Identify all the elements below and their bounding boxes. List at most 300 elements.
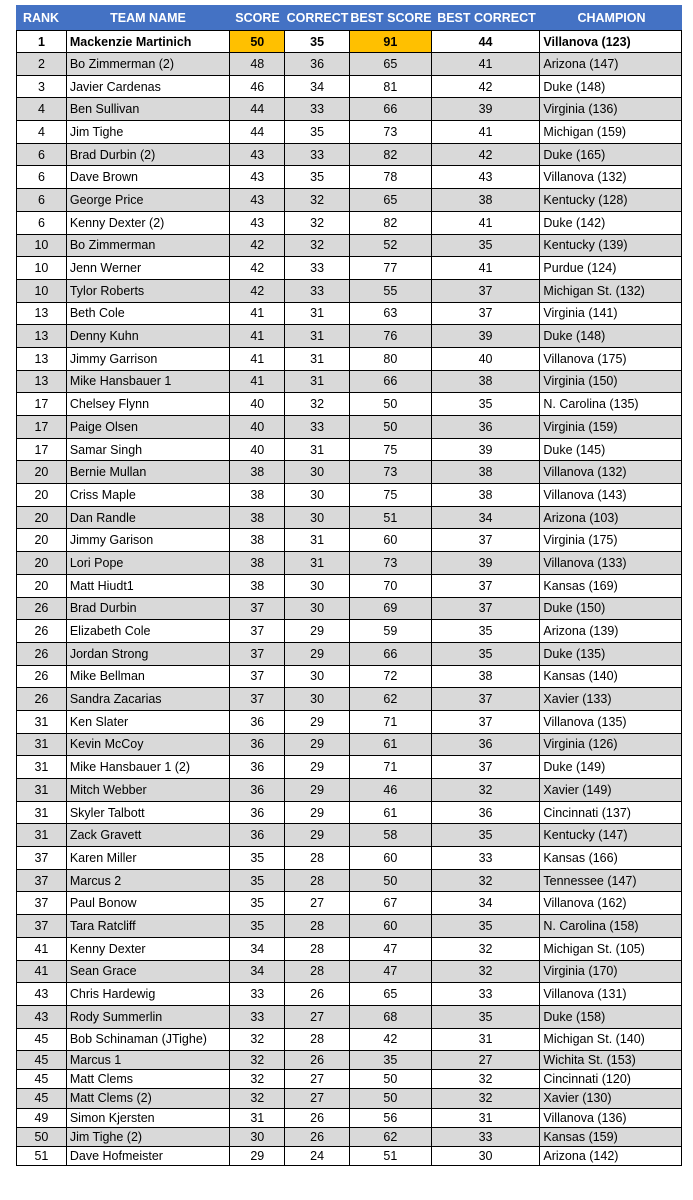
rank-cell: 41 (17, 961, 67, 983)
table-row (17, 1006, 681, 1029)
team-name-cell: Kenny Dexter (2) (67, 212, 231, 234)
best-score-cell: 73 (350, 121, 432, 143)
best-score-cell: 69 (350, 598, 432, 620)
champion-cell: Arizona (147) (543, 56, 619, 71)
best-correct-cell: 35 (432, 824, 541, 846)
best-correct-cell: 31 (432, 1109, 541, 1127)
table-row (17, 983, 681, 1006)
table-row (17, 325, 681, 348)
champion-cell: Cincinnati (120) (543, 1072, 631, 1087)
best-score-cell: 73 (350, 552, 432, 574)
champion-cell: Tennessee (147) (543, 873, 637, 888)
header-team-name: TEAM NAME (110, 10, 186, 25)
rank-cell: 31 (17, 779, 67, 801)
table-row (17, 824, 681, 847)
score-cell: 35 (230, 870, 285, 892)
score-cell: 46 (230, 76, 285, 98)
team-name-cell: George Price (67, 189, 231, 211)
table-row (17, 439, 681, 462)
correct-cell: 33 (285, 144, 350, 166)
table-body (16, 30, 682, 1166)
champion-cell: Villanova (162) (543, 896, 627, 911)
champion-cell: Villanova (123) (543, 34, 631, 49)
score-cell: 32 (230, 1051, 285, 1069)
correct-cell: 29 (285, 802, 350, 824)
correct-cell: 29 (285, 756, 350, 778)
rank-cell: 37 (17, 892, 67, 914)
correct-cell: 33 (285, 98, 350, 120)
team-name-cell: Dave Brown (67, 166, 231, 188)
correct-cell: 33 (285, 416, 350, 438)
champion-cell: Duke (149) (543, 760, 606, 775)
correct-cell: 30 (285, 598, 350, 620)
team-name-cell: Jim Tighe (67, 121, 231, 143)
team-name-cell: Paige Olsen (67, 416, 231, 438)
best-score-cell: 61 (350, 734, 432, 756)
rank-cell: 6 (17, 144, 67, 166)
team-name-cell: Dave Hofmeister (67, 1147, 231, 1165)
best-correct-cell: 34 (432, 507, 541, 529)
team-name-cell: Chelsey Flynn (67, 393, 231, 415)
best-score-cell: 65 (350, 983, 432, 1005)
best-correct-cell: 33 (432, 847, 541, 869)
score-cell: 36 (230, 711, 285, 733)
champion-cell: Duke (135) (543, 646, 606, 661)
team-name-cell: Zack Gravett (67, 824, 231, 846)
best-correct-cell: 38 (432, 484, 541, 506)
best-correct-cell: 38 (432, 371, 541, 393)
best-score-cell: 42 (350, 1029, 432, 1051)
score-cell: 40 (230, 439, 285, 461)
champion-cell: Purdue (124) (543, 261, 617, 276)
table-row (17, 257, 681, 280)
champion-cell: Duke (150) (543, 601, 606, 616)
best-correct-cell: 32 (432, 938, 541, 960)
correct-cell: 27 (285, 892, 350, 914)
champion-cell: Michigan (159) (543, 124, 627, 139)
best-score-cell: 51 (350, 1147, 432, 1165)
table-row (17, 529, 681, 552)
score-cell: 32 (230, 1089, 285, 1107)
correct-cell: 29 (285, 643, 350, 665)
score-cell: 42 (230, 257, 285, 279)
score-cell: 42 (230, 235, 285, 257)
score-cell: 37 (230, 598, 285, 620)
champion-cell: Duke (148) (543, 329, 606, 344)
best-correct-cell: 37 (432, 711, 541, 733)
best-correct-cell: 41 (432, 212, 541, 234)
champion-cell: Villanova (136) (543, 1110, 627, 1125)
best-correct-cell: 30 (432, 1147, 541, 1165)
rank-cell: 13 (17, 303, 67, 325)
score-cell: 36 (230, 802, 285, 824)
best-correct-cell: 38 (432, 666, 541, 688)
best-correct-cell: 36 (432, 416, 541, 438)
best-correct-cell: 32 (432, 1089, 541, 1107)
best-correct-cell: 35 (432, 393, 541, 415)
table-row (17, 620, 681, 643)
best-correct-cell: 40 (432, 348, 541, 370)
team-name-cell: Bernie Mullan (67, 461, 231, 483)
rank-cell: 13 (17, 325, 67, 347)
table-row (17, 461, 681, 484)
table-row (17, 166, 681, 189)
score-cell: 32 (230, 1070, 285, 1088)
correct-cell: 26 (285, 1128, 350, 1146)
table-row (17, 847, 681, 870)
correct-cell: 27 (285, 1006, 350, 1028)
best-score-cell: 63 (350, 303, 432, 325)
correct-cell: 28 (285, 1029, 350, 1051)
best-score-cell: 72 (350, 666, 432, 688)
team-name-cell: Matt Clems (67, 1070, 231, 1088)
best-correct-cell: 32 (432, 1070, 541, 1088)
best-score-cell: 66 (350, 371, 432, 393)
rank-cell: 26 (17, 620, 67, 642)
rank-cell: 26 (17, 688, 67, 710)
score-cell: 36 (230, 779, 285, 801)
correct-cell: 26 (285, 1109, 350, 1127)
rank-cell: 20 (17, 484, 67, 506)
team-name-cell: Mitch Webber (67, 779, 231, 801)
team-name-cell: Tylor Roberts (67, 280, 231, 302)
best-correct-cell: 35 (432, 1006, 541, 1028)
best-correct-cell: 38 (432, 189, 541, 211)
table-row (17, 303, 681, 326)
champion-cell: Kansas (159) (543, 1129, 618, 1144)
team-name-cell: Jimmy Garison (67, 529, 231, 551)
team-name-cell: Samar Singh (67, 439, 231, 461)
best-score-cell: 65 (350, 53, 432, 75)
correct-cell: 28 (285, 961, 350, 983)
team-name-cell: Bo Zimmerman (67, 235, 231, 257)
rank-cell: 17 (17, 439, 67, 461)
rank-cell: 20 (17, 529, 67, 551)
rank-cell: 41 (17, 938, 67, 960)
header-champion: CHAMPION (577, 10, 646, 25)
team-name-cell: Mike Hansbauer 1 (2) (67, 756, 231, 778)
best-score-cell: 82 (350, 144, 432, 166)
score-cell: 44 (230, 121, 285, 143)
correct-cell: 29 (285, 779, 350, 801)
rank-cell: 13 (17, 371, 67, 393)
champion-cell: Villanova (135) (543, 714, 627, 729)
correct-cell: 31 (285, 439, 350, 461)
correct-cell: 32 (285, 393, 350, 415)
rank-cell: 17 (17, 416, 67, 438)
team-name-cell: Ken Slater (67, 711, 231, 733)
best-score-cell: 51 (350, 507, 432, 529)
score-cell: 40 (230, 393, 285, 415)
best-correct-cell: 32 (432, 779, 541, 801)
score-cell: 38 (230, 507, 285, 529)
rank-cell: 31 (17, 824, 67, 846)
correct-cell: 31 (285, 303, 350, 325)
table-row (17, 938, 681, 961)
best-score-cell: 35 (350, 1051, 432, 1069)
champion-cell: Kansas (140) (543, 669, 618, 684)
rank-cell: 43 (17, 983, 67, 1005)
champion-cell: Xavier (149) (543, 782, 612, 797)
table-row (17, 711, 681, 734)
best-score-cell: 75 (350, 439, 432, 461)
score-cell: 43 (230, 189, 285, 211)
score-cell: 34 (230, 938, 285, 960)
champion-cell: Duke (145) (543, 442, 606, 457)
correct-cell: 29 (285, 824, 350, 846)
best-score-cell: 75 (350, 484, 432, 506)
champion-cell: Michigan St. (140) (543, 1032, 645, 1047)
correct-cell: 28 (285, 870, 350, 892)
score-cell: 35 (230, 892, 285, 914)
table-row (17, 1147, 681, 1166)
correct-cell: 31 (285, 348, 350, 370)
best-correct-cell: 41 (432, 257, 541, 279)
score-cell: 41 (230, 348, 285, 370)
best-correct-cell: 41 (432, 121, 541, 143)
best-correct-cell: 27 (432, 1051, 541, 1069)
team-name-cell: Mackenzie Martinich (67, 31, 231, 52)
best-score-cell: 50 (350, 1089, 432, 1107)
correct-cell: 28 (285, 915, 350, 937)
champion-cell: Michigan St. (132) (543, 283, 645, 298)
table-row (17, 870, 681, 893)
correct-cell: 29 (285, 620, 350, 642)
score-cell: 41 (230, 371, 285, 393)
table-row (17, 53, 681, 76)
champion-cell: Wichita St. (153) (543, 1053, 636, 1068)
score-cell: 31 (230, 1109, 285, 1127)
team-name-cell: Brad Durbin (2) (67, 144, 231, 166)
score-cell: 44 (230, 98, 285, 120)
best-score-cell: 68 (350, 1006, 432, 1028)
team-name-cell: Mike Hansbauer 1 (67, 371, 231, 393)
correct-cell: 30 (285, 461, 350, 483)
table-row (17, 802, 681, 825)
correct-cell: 30 (285, 688, 350, 710)
best-score-cell: 58 (350, 824, 432, 846)
best-score-cell: 59 (350, 620, 432, 642)
best-score-cell: 50 (350, 1070, 432, 1088)
team-name-cell: Sandra Zacarias (67, 688, 231, 710)
team-name-cell: Ben Sullivan (67, 98, 231, 120)
best-score-cell: 66 (350, 643, 432, 665)
rank-cell: 4 (17, 121, 67, 143)
table-row (17, 98, 681, 121)
table-row (17, 575, 681, 598)
table-row (17, 416, 681, 439)
best-score-cell: 47 (350, 961, 432, 983)
correct-cell: 31 (285, 529, 350, 551)
champion-cell: Virginia (170) (543, 964, 618, 979)
correct-cell: 28 (285, 847, 350, 869)
champion-cell: Kansas (166) (543, 850, 618, 865)
best-correct-cell: 37 (432, 688, 541, 710)
correct-cell: 26 (285, 1051, 350, 1069)
best-correct-cell: 39 (432, 439, 541, 461)
score-cell: 33 (230, 983, 285, 1005)
rank-cell: 10 (17, 280, 67, 302)
rank-cell: 17 (17, 393, 67, 415)
correct-cell: 33 (285, 280, 350, 302)
score-cell: 36 (230, 824, 285, 846)
rank-cell: 37 (17, 870, 67, 892)
table-row (17, 892, 681, 915)
score-cell: 30 (230, 1128, 285, 1146)
team-name-cell: Marcus 1 (67, 1051, 231, 1069)
team-name-cell: Mike Bellman (67, 666, 231, 688)
champion-cell: Virginia (126) (543, 737, 618, 752)
correct-cell: 30 (285, 507, 350, 529)
table-row (17, 643, 681, 666)
rank-cell: 20 (17, 461, 67, 483)
best-score-cell: 78 (350, 166, 432, 188)
best-score-cell: 76 (350, 325, 432, 347)
champion-cell: Virginia (136) (543, 102, 618, 117)
table-row (17, 734, 681, 757)
header-best-score: BEST SCORE (350, 10, 432, 25)
champion-cell: Xavier (133) (543, 692, 612, 707)
rank-cell: 45 (17, 1070, 67, 1088)
score-cell: 38 (230, 552, 285, 574)
table-row (17, 1029, 681, 1052)
rank-cell: 43 (17, 1006, 67, 1028)
score-cell: 48 (230, 53, 285, 75)
best-score-cell: 77 (350, 257, 432, 279)
score-cell: 35 (230, 847, 285, 869)
correct-cell: 36 (285, 53, 350, 75)
best-correct-cell: 39 (432, 325, 541, 347)
table-row (17, 1051, 681, 1070)
header-best-correct: BEST CORRECT (437, 10, 536, 25)
score-cell: 29 (230, 1147, 285, 1165)
leaderboard-table (16, 5, 682, 1166)
best-score-cell: 56 (350, 1109, 432, 1127)
best-score-cell: 71 (350, 711, 432, 733)
score-cell: 43 (230, 144, 285, 166)
champion-cell: Arizona (139) (543, 624, 619, 639)
team-name-cell: Sean Grace (67, 961, 231, 983)
champion-cell: Xavier (130) (543, 1091, 612, 1106)
table-row (17, 507, 681, 530)
rank-cell: 31 (17, 802, 67, 824)
best-correct-cell: 42 (432, 144, 541, 166)
best-correct-cell: 44 (432, 31, 541, 52)
team-name-cell: Chris Hardewig (67, 983, 231, 1005)
score-cell: 37 (230, 688, 285, 710)
table-row (17, 666, 681, 689)
best-score-cell: 70 (350, 575, 432, 597)
rank-cell: 13 (17, 348, 67, 370)
rank-cell: 45 (17, 1029, 67, 1051)
champion-cell: Kentucky (139) (543, 238, 628, 253)
table-row (17, 348, 681, 371)
rank-cell: 31 (17, 711, 67, 733)
team-name-cell: Denny Kuhn (67, 325, 231, 347)
score-cell: 34 (230, 961, 285, 983)
champion-cell: Virginia (159) (543, 419, 618, 434)
champion-cell: Arizona (103) (543, 510, 619, 525)
best-score-cell: 71 (350, 756, 432, 778)
best-correct-cell: 35 (432, 915, 541, 937)
score-cell: 33 (230, 1006, 285, 1028)
champion-cell: Virginia (175) (543, 533, 618, 548)
correct-cell: 27 (285, 1089, 350, 1107)
rank-cell: 45 (17, 1051, 67, 1069)
score-cell: 40 (230, 416, 285, 438)
score-cell: 38 (230, 529, 285, 551)
correct-cell: 29 (285, 734, 350, 756)
best-score-cell: 50 (350, 393, 432, 415)
best-score-cell: 60 (350, 529, 432, 551)
table-row (17, 1070, 681, 1089)
champion-cell: Arizona (142) (543, 1148, 619, 1163)
champion-cell: Michigan St. (105) (543, 941, 645, 956)
correct-cell: 32 (285, 212, 350, 234)
table-row (17, 598, 681, 621)
score-cell: 38 (230, 484, 285, 506)
score-cell: 41 (230, 325, 285, 347)
table-row (17, 212, 681, 235)
correct-cell: 35 (285, 166, 350, 188)
correct-cell: 29 (285, 711, 350, 733)
rank-cell: 20 (17, 507, 67, 529)
team-name-cell: Paul Bonow (67, 892, 231, 914)
team-name-cell: Criss Maple (67, 484, 231, 506)
champion-cell: N. Carolina (158) (543, 918, 639, 933)
table-row (17, 756, 681, 779)
champion-cell: Kansas (169) (543, 578, 618, 593)
team-name-cell: Lori Pope (67, 552, 231, 574)
rank-cell: 20 (17, 552, 67, 574)
champion-cell: Villanova (132) (543, 465, 627, 480)
table-row (17, 76, 681, 99)
champion-cell: Cincinnati (137) (543, 805, 631, 820)
champion-cell: Villanova (131) (543, 987, 627, 1002)
table-row (17, 1109, 681, 1128)
correct-cell: 34 (285, 76, 350, 98)
table-row (17, 688, 681, 711)
table-row (17, 552, 681, 575)
best-correct-cell: 37 (432, 598, 541, 620)
team-name-cell: Jordan Strong (67, 643, 231, 665)
header-score: SCORE (235, 10, 280, 25)
correct-cell: 26 (285, 983, 350, 1005)
team-name-cell: Kenny Dexter (67, 938, 231, 960)
rank-cell: 31 (17, 734, 67, 756)
best-score-cell: 60 (350, 915, 432, 937)
best-correct-cell: 32 (432, 870, 541, 892)
score-cell: 32 (230, 1029, 285, 1051)
score-cell: 43 (230, 212, 285, 234)
champion-cell: Villanova (133) (543, 555, 627, 570)
best-score-cell: 67 (350, 892, 432, 914)
champion-cell: Kentucky (128) (543, 192, 628, 207)
score-cell: 42 (230, 280, 285, 302)
correct-cell: 33 (285, 257, 350, 279)
best-correct-cell: 41 (432, 53, 541, 75)
correct-cell: 31 (285, 371, 350, 393)
champion-cell: Virginia (150) (543, 374, 618, 389)
score-cell: 43 (230, 166, 285, 188)
rank-cell: 51 (17, 1147, 67, 1165)
score-cell: 38 (230, 461, 285, 483)
best-correct-cell: 37 (432, 303, 541, 325)
rank-cell: 45 (17, 1089, 67, 1107)
best-correct-cell: 34 (432, 892, 541, 914)
team-name-cell: Jim Tighe (2) (67, 1128, 231, 1146)
rank-cell: 31 (17, 756, 67, 778)
